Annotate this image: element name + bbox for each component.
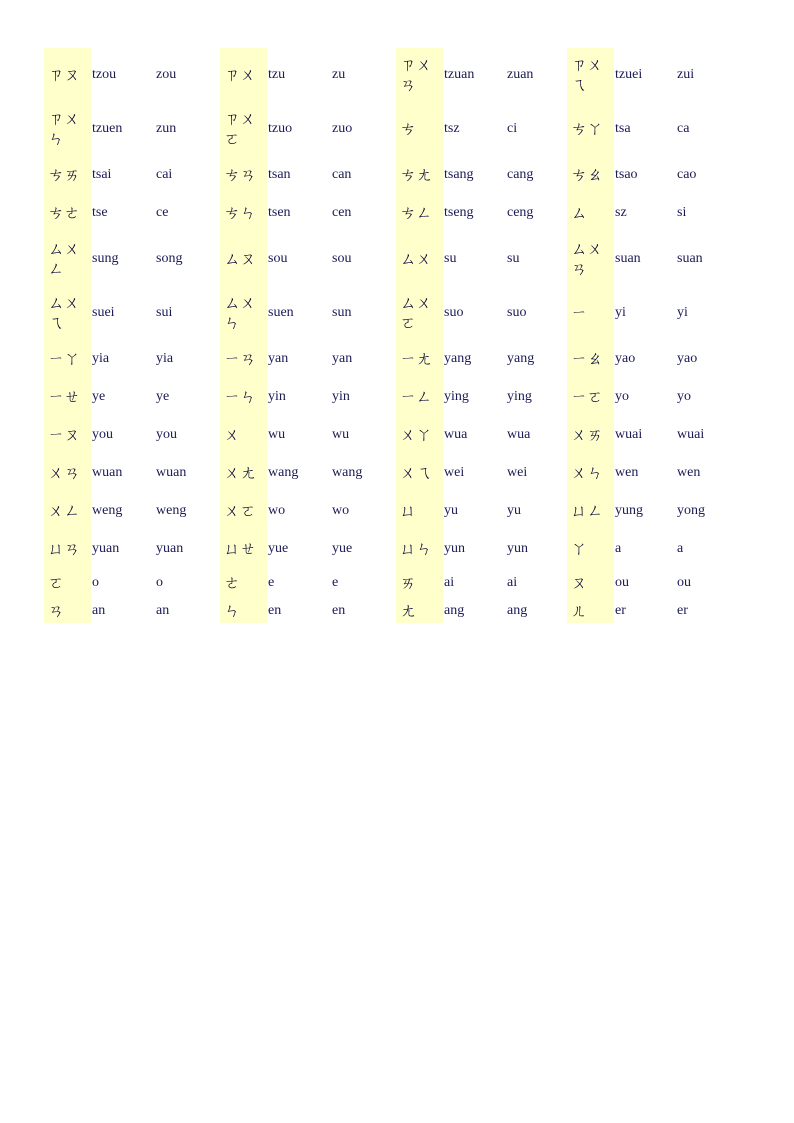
tongyong-pinyin-cell: tsa bbox=[615, 121, 631, 136]
zhuyin-cell: ㄧㄛ bbox=[571, 387, 604, 406]
tongyong-pinyin-cell: ying bbox=[444, 389, 469, 404]
hanyu-pinyin-cell: ci bbox=[507, 121, 518, 136]
hanyu-pinyin-cell: zun bbox=[156, 121, 177, 136]
hanyu-pinyin-cell: ying bbox=[507, 389, 532, 404]
zhuyin-cell: ㄙ bbox=[571, 203, 588, 222]
zhuyin-cell: ㄨㄤ bbox=[224, 463, 257, 482]
zhuyin-cell: ㄘㄠ bbox=[571, 165, 604, 184]
tongyong-pinyin-cell: ou bbox=[615, 574, 629, 590]
zhuyin-cell: ㄧㄢ bbox=[224, 349, 257, 368]
zhuyin-cell: ㄨㄢ bbox=[48, 463, 81, 482]
tongyong-pinyin-cell: wei bbox=[444, 465, 465, 480]
tongyong-pinyin-cell: tzuan bbox=[444, 67, 475, 82]
hanyu-pinyin-cell: zuan bbox=[507, 67, 534, 82]
hanyu-pinyin-cell: ce bbox=[156, 205, 169, 220]
zhuyin-cell: ㄧㄝ bbox=[48, 387, 81, 406]
zhuyin-cell: ㄙㄨㄟ bbox=[48, 293, 81, 332]
hanyu-pinyin-cell: su bbox=[507, 251, 520, 266]
hanyu-pinyin-cell: sou bbox=[332, 251, 352, 266]
hanyu-pinyin-cell: song bbox=[156, 251, 183, 266]
hanyu-pinyin-cell: yun bbox=[507, 541, 528, 556]
zhuyin-cell: ㄣ bbox=[224, 600, 241, 620]
tongyong-pinyin-cell: wang bbox=[268, 465, 299, 480]
zhuyin-cell: ㄩㄣ bbox=[400, 539, 433, 558]
hanyu-pinyin-cell: ca bbox=[677, 121, 690, 136]
hanyu-pinyin-cell: wo bbox=[332, 503, 350, 518]
tongyong-pinyin-cell: suen bbox=[268, 305, 294, 320]
hanyu-pinyin-cell: wei bbox=[507, 465, 528, 480]
hanyu-pinyin-cell: zuo bbox=[332, 121, 353, 136]
hanyu-pinyin-cell: wuan bbox=[156, 465, 187, 480]
hanyu-pinyin-cell: can bbox=[332, 167, 352, 182]
zhuyin-cell: ㄧㄤ bbox=[400, 349, 433, 368]
hanyu-pinyin-cell: e bbox=[332, 574, 339, 590]
table-row bbox=[44, 530, 744, 568]
zhuyin-cell: ㄧㄠ bbox=[571, 349, 604, 368]
tongyong-pinyin-cell: tzu bbox=[268, 67, 286, 82]
zhuyin-cell: ㄘㄜ bbox=[48, 203, 81, 222]
tongyong-pinyin-cell: en bbox=[268, 602, 282, 618]
zhuyin-cell: ㄦ bbox=[571, 600, 588, 620]
tongyong-pinyin-cell: wuan bbox=[92, 465, 123, 480]
tongyong-pinyin-cell: suei bbox=[92, 305, 115, 320]
zhuyin-cell: ㄘㄤ bbox=[400, 165, 433, 184]
hanyu-pinyin-cell: sun bbox=[332, 305, 352, 320]
tongyong-pinyin-cell: ye bbox=[92, 389, 106, 404]
zhuyin-cell: ㄘㄞ bbox=[48, 165, 81, 184]
table-row bbox=[44, 416, 744, 454]
zhuyin-cell: ㄘㄣ bbox=[224, 203, 257, 222]
tongyong-pinyin-cell: tzuo bbox=[268, 121, 293, 136]
hanyu-pinyin-cell: zou bbox=[156, 67, 177, 82]
zhuyin-cell: ㄜ bbox=[224, 572, 241, 592]
zhuyin-cell: ㄘㄥ bbox=[400, 203, 433, 222]
tongyong-pinyin-cell: e bbox=[268, 574, 275, 590]
hanyu-pinyin-cell: zui bbox=[677, 67, 695, 82]
zhuyin-cell: ㄩㄥ bbox=[571, 501, 604, 520]
hanyu-pinyin-cell: si bbox=[677, 205, 687, 220]
tongyong-pinyin-cell: tsz bbox=[444, 121, 460, 136]
tongyong-pinyin-cell: tzuen bbox=[92, 121, 123, 136]
hanyu-pinyin-cell: cen bbox=[332, 205, 352, 220]
zhuyin-cell: ㄨㄥ bbox=[48, 501, 81, 520]
tongyong-pinyin-cell: wua bbox=[444, 427, 468, 442]
tongyong-pinyin-cell: sz bbox=[615, 205, 627, 220]
tongyong-pinyin-cell: sou bbox=[268, 251, 288, 266]
hanyu-pinyin-cell: ou bbox=[677, 574, 691, 590]
tongyong-pinyin-cell: tzou bbox=[92, 67, 117, 82]
tongyong-pinyin-cell: tsai bbox=[92, 167, 112, 182]
tongyong-pinyin-cell: yin bbox=[268, 389, 286, 404]
tongyong-pinyin-cell: yan bbox=[268, 351, 289, 366]
zhuyin-pinyin-table bbox=[44, 48, 744, 624]
hanyu-pinyin-cell: wuai bbox=[677, 427, 705, 442]
tongyong-pinyin-cell: tse bbox=[92, 205, 108, 220]
hanyu-pinyin-cell: yong bbox=[677, 503, 705, 518]
table-row bbox=[44, 492, 744, 530]
zhuyin-cell: ㄩ bbox=[400, 501, 417, 520]
tongyong-pinyin-cell: yung bbox=[615, 503, 643, 518]
table-row bbox=[44, 597, 744, 624]
table-row bbox=[44, 286, 744, 340]
zhuyin-cell: ㄡ bbox=[571, 572, 588, 592]
hanyu-pinyin-cell: yo bbox=[677, 389, 691, 404]
zhuyin-cell: ㄨ bbox=[224, 425, 241, 444]
tongyong-pinyin-cell: yi bbox=[615, 305, 626, 320]
hanyu-pinyin-cell: zu bbox=[332, 67, 346, 82]
tongyong-pinyin-cell: su bbox=[444, 251, 457, 266]
zhuyin-cell: ㄙㄨㄛ bbox=[400, 293, 433, 332]
hanyu-pinyin-cell: a bbox=[677, 541, 684, 556]
hanyu-pinyin-cell: o bbox=[156, 574, 163, 590]
tongyong-pinyin-cell: suan bbox=[615, 251, 641, 266]
hanyu-pinyin-cell: cao bbox=[677, 167, 697, 182]
zhuyin-cell: ㄗㄡ bbox=[48, 65, 81, 84]
tongyong-pinyin-cell: tsang bbox=[444, 167, 474, 182]
tongyong-pinyin-cell: tzuei bbox=[615, 67, 643, 82]
tongyong-pinyin-cell: tsen bbox=[268, 205, 291, 220]
zhuyin-cell: ㄗㄨㄟ bbox=[571, 55, 604, 94]
tongyong-pinyin-cell: er bbox=[615, 602, 626, 618]
tongyong-pinyin-cell: tsao bbox=[615, 167, 638, 182]
hanyu-pinyin-cell: yin bbox=[332, 389, 350, 404]
tongyong-pinyin-cell: weng bbox=[92, 503, 123, 518]
hanyu-pinyin-cell: wen bbox=[677, 465, 701, 480]
tongyong-pinyin-cell: ai bbox=[444, 574, 455, 590]
table-row bbox=[44, 48, 744, 102]
hanyu-pinyin-cell: you bbox=[156, 427, 177, 442]
hanyu-pinyin-cell: cang bbox=[507, 167, 534, 182]
hanyu-pinyin-cell: ye bbox=[156, 389, 170, 404]
tongyong-pinyin-cell: sung bbox=[92, 251, 119, 266]
tongyong-pinyin-cell: yia bbox=[92, 351, 110, 366]
hanyu-pinyin-cell: yia bbox=[156, 351, 174, 366]
zhuyin-cell: ㄘㄢ bbox=[224, 165, 257, 184]
zhuyin-cell: ㄛ bbox=[48, 572, 65, 592]
zhuyin-cell: ㄧㄣ bbox=[224, 387, 257, 406]
zhuyin-cell: ㄤ bbox=[400, 600, 417, 620]
zhuyin-cell: ㄗㄨㄛ bbox=[224, 109, 257, 148]
zhuyin-cell: ㄘ bbox=[400, 119, 417, 138]
zhuyin-cell: ㄗㄨㄢ bbox=[400, 55, 433, 94]
zhuyin-cell: ㄧㄥ bbox=[400, 387, 433, 406]
hanyu-pinyin-cell: an bbox=[156, 602, 170, 618]
hanyu-pinyin-cell: weng bbox=[156, 503, 187, 518]
zhuyin-cell: ㄧㄡ bbox=[48, 425, 81, 444]
table-row bbox=[44, 194, 744, 232]
tongyong-pinyin-cell: yue bbox=[268, 541, 289, 556]
hanyu-pinyin-cell: ang bbox=[507, 602, 528, 618]
tongyong-pinyin-cell: yao bbox=[615, 351, 636, 366]
tongyong-pinyin-cell: suo bbox=[444, 305, 464, 320]
zhuyin-cell: ㄨㄞ bbox=[571, 425, 604, 444]
hanyu-pinyin-cell: yue bbox=[332, 541, 353, 556]
hanyu-pinyin-cell: wang bbox=[332, 465, 363, 480]
hanyu-pinyin-cell: ai bbox=[507, 574, 518, 590]
zhuyin-cell: ㄨㄛ bbox=[224, 501, 257, 520]
tongyong-pinyin-cell: wen bbox=[615, 465, 639, 480]
table-row bbox=[44, 568, 744, 597]
hanyu-pinyin-cell: yu bbox=[507, 503, 521, 518]
hanyu-pinyin-cell: yang bbox=[507, 351, 535, 366]
hanyu-pinyin-cell: cai bbox=[156, 167, 173, 182]
hanyu-pinyin-cell: yan bbox=[332, 351, 353, 366]
zhuyin-cell: ㄗㄨ bbox=[224, 65, 257, 84]
tongyong-pinyin-cell: you bbox=[92, 427, 113, 442]
zhuyin-cell: ㄙㄨ bbox=[400, 249, 433, 268]
tongyong-pinyin-cell: tsan bbox=[268, 167, 291, 182]
hanyu-pinyin-cell: er bbox=[677, 602, 688, 618]
table-row bbox=[44, 156, 744, 194]
zhuyin-cell: ㄧㄚ bbox=[48, 349, 81, 368]
tongyong-pinyin-cell: wu bbox=[268, 427, 286, 442]
zhuyin-cell: ㄨㄚ bbox=[400, 425, 433, 444]
table-row bbox=[44, 340, 744, 378]
table-row bbox=[44, 454, 744, 492]
tongyong-pinyin-cell: wo bbox=[268, 503, 286, 518]
tongyong-pinyin-cell: yun bbox=[444, 541, 465, 556]
zhuyin-cell: ㄧ bbox=[571, 303, 588, 322]
hanyu-pinyin-cell: ceng bbox=[507, 205, 534, 220]
zhuyin-cell: ㄘㄚ bbox=[571, 119, 604, 138]
table-row bbox=[44, 102, 744, 156]
tongyong-pinyin-cell: yu bbox=[444, 503, 458, 518]
hanyu-pinyin-cell: en bbox=[332, 602, 346, 618]
hanyu-pinyin-cell: yi bbox=[677, 305, 688, 320]
tongyong-pinyin-cell: yo bbox=[615, 389, 629, 404]
tongyong-pinyin-cell: yuan bbox=[92, 541, 120, 556]
tongyong-pinyin-cell: ang bbox=[444, 602, 465, 618]
hanyu-pinyin-cell: wua bbox=[507, 427, 531, 442]
tongyong-pinyin-cell: yang bbox=[444, 351, 472, 366]
hanyu-pinyin-cell: sui bbox=[156, 305, 173, 320]
tongyong-pinyin-cell: wuai bbox=[615, 427, 643, 442]
zhuyin-cell: ㄢ bbox=[48, 600, 65, 620]
hanyu-pinyin-cell: yao bbox=[677, 351, 698, 366]
zhuyin-cell: ㄞ bbox=[400, 572, 417, 592]
tongyong-pinyin-cell: tseng bbox=[444, 205, 474, 220]
zhuyin-cell: ㄨㄟ bbox=[400, 463, 433, 482]
hanyu-pinyin-cell: wu bbox=[332, 427, 350, 442]
zhuyin-cell: ㄩㄝ bbox=[224, 539, 257, 558]
zhuyin-cell: ㄩㄢ bbox=[48, 539, 81, 558]
zhuyin-cell: ㄨㄣ bbox=[571, 463, 604, 482]
zhuyin-cell: ㄙㄨㄥ bbox=[48, 239, 81, 278]
table-row bbox=[44, 232, 744, 286]
zhuyin-cell: ㄙㄡ bbox=[224, 249, 257, 268]
zhuyin-cell: ㄙㄨㄢ bbox=[571, 239, 604, 278]
zhuyin-cell: ㄙㄨㄣ bbox=[224, 293, 257, 332]
tongyong-pinyin-cell: an bbox=[92, 602, 106, 618]
hanyu-pinyin-cell: suan bbox=[677, 251, 703, 266]
tongyong-pinyin-cell: a bbox=[615, 541, 622, 556]
table-body bbox=[44, 48, 744, 624]
table-row bbox=[44, 378, 744, 416]
hanyu-pinyin-cell: yuan bbox=[156, 541, 184, 556]
zhuyin-cell: ㄚ bbox=[571, 539, 588, 558]
zhuyin-cell: ㄗㄨㄣ bbox=[48, 109, 81, 148]
hanyu-pinyin-cell: suo bbox=[507, 305, 527, 320]
tongyong-pinyin-cell: o bbox=[92, 574, 99, 590]
